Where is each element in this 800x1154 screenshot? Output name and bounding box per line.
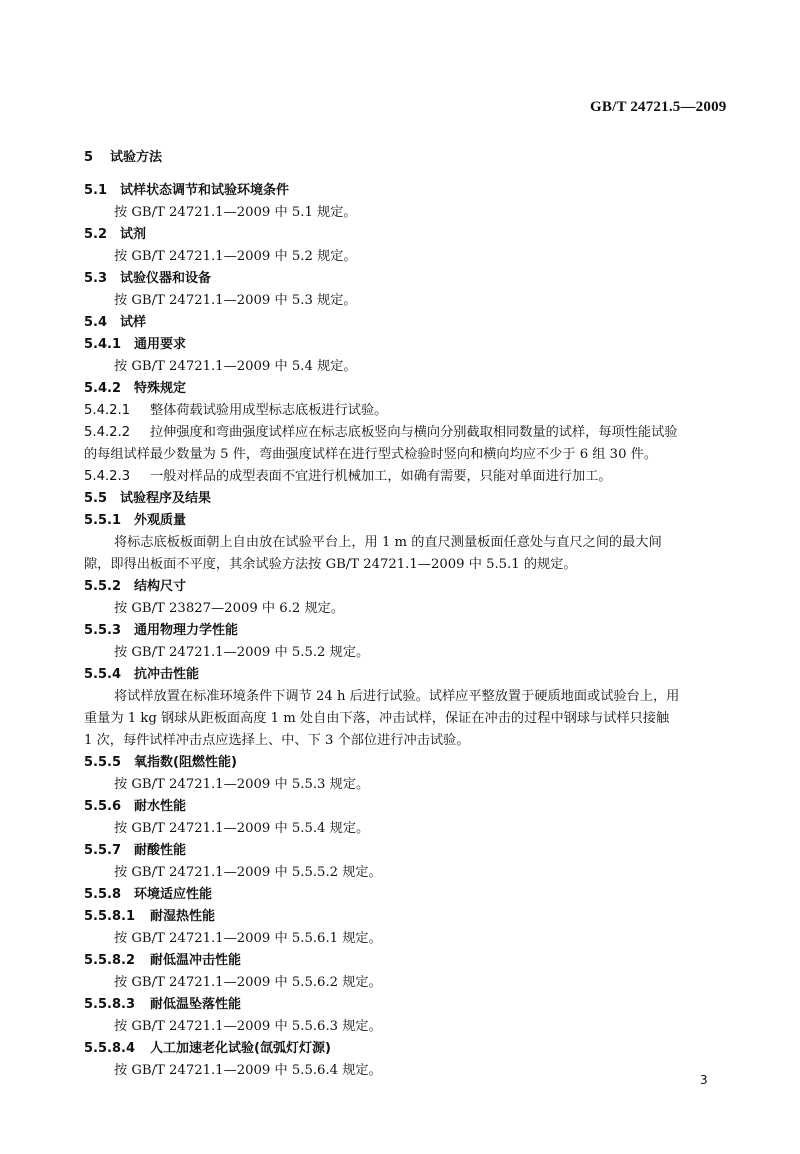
clause-number: 5.4 (84, 315, 108, 330)
clause-text: 一般对样品的成型表面不宜进行机械加工，如确有需要，只能对单面进行加工。 (150, 469, 612, 484)
clause-number: 5.4.2.1 (84, 403, 131, 418)
clause-title: 外观质量 (134, 513, 187, 528)
clause-title: 抗冲击性能 (134, 667, 200, 682)
clause-body: 将标志底板板面朝上自由放在试验平台上，用 1 m 的直尺测量板面任意处与直尺之间的最大间 (114, 535, 662, 550)
clause-number: 5.5.4 (84, 667, 122, 682)
clause-heading (84, 754, 237, 772)
clause-body: 按 GB/T 23827—2009 中 6.2 规定。 (114, 601, 345, 616)
clause-heading (84, 886, 212, 904)
clause-heading (84, 512, 186, 530)
section-number: 5 (84, 150, 94, 165)
clause-body: 按 GB/T 24721.1—2009 中 5.5.6.3 规定。 (114, 1019, 382, 1034)
clause-paragraph (84, 424, 678, 442)
clause-title: 耐水性能 (134, 799, 187, 814)
clause-title: 耐低温冲击性能 (150, 953, 242, 968)
clause-body-continuation: 1 次，每件试样冲击点应选择上、中、下 3 个部位进行冲击试验。 (84, 733, 470, 748)
clause-body-continuation: 重量为 1 kg 钢球从距板面高度 1 m 处自由下落，冲击试样，保证在冲击的过程中钢球与试样只接触 (84, 711, 670, 726)
clause-title: 试样状态调节和试验环境条件 (120, 183, 290, 198)
clause-number: 5.5.8.1 (84, 909, 135, 924)
clause-number: 5.1 (84, 183, 108, 198)
clause-number: 5.5.2 (84, 579, 122, 594)
clause-body: 按 GB/T 24721.1—2009 中 5.5.3 规定。 (114, 777, 370, 792)
clause-body: 按 GB/T 24721.1—2009 中 5.5.2 规定。 (114, 645, 370, 660)
clause-heading (84, 226, 146, 244)
clause-heading (84, 952, 241, 970)
clause-body-continuation: 隙，即得出板面不平度，其余试验方法按 GB/T 24721.1—2009 中 5.5.1 的规定。 (84, 557, 577, 572)
clause-body: 按 GB/T 24721.1—2009 中 5.1 规定。 (114, 205, 357, 220)
clause-number: 5.5.7 (84, 843, 122, 858)
clause-body: 按 GB/T 24721.1—2009 中 5.5.6.2 规定。 (114, 975, 382, 990)
clause-number: 5.4.2.2 (84, 425, 131, 440)
page-number: 3 (700, 1073, 708, 1087)
clause-title: 耐低温坠落性能 (150, 997, 242, 1012)
clause-title: 氧指数(阻燃性能) (134, 755, 237, 770)
clause-heading (84, 578, 186, 596)
clause-number: 5.4.2 (84, 381, 122, 396)
clause-title: 结构尺寸 (134, 579, 187, 594)
clause-title: 耐湿热性能 (150, 909, 216, 924)
clause-title: 试样 (120, 315, 147, 330)
clause-number: 5.5.5 (84, 755, 122, 770)
clause-heading (84, 908, 215, 926)
clause-number: 5.5.8.4 (84, 1041, 135, 1056)
clause-title: 环境适应性能 (134, 887, 213, 902)
clause-body: 按 GB/T 24721.1—2009 中 5.5.5.2 规定。 (114, 865, 382, 880)
clause-heading (84, 798, 186, 816)
clause-title: 特殊规定 (134, 381, 187, 396)
clause-number: 5.5 (84, 491, 108, 506)
clause-body: 按 GB/T 24721.1—2009 中 5.5.6.1 规定。 (114, 931, 382, 946)
clause-text: 拉伸强度和弯曲强度试样应在标志底板竖向与横向分别截取相同数量的试样，每项性能试验 (150, 425, 678, 440)
clause-paragraph (84, 402, 387, 420)
clause-number: 5.4.2.3 (84, 469, 131, 484)
clause-heading (84, 270, 211, 288)
clause-body: 按 GB/T 24721.1—2009 中 5.5.4 规定。 (114, 821, 370, 836)
clause-heading (84, 622, 238, 640)
clause-heading (84, 490, 211, 508)
clause-number: 5.5.1 (84, 513, 122, 528)
clause-number: 5.5.8.2 (84, 953, 135, 968)
clause-heading (84, 1040, 331, 1058)
clause-title: 试剂 (120, 227, 147, 242)
clause-title: 耐酸性能 (134, 843, 187, 858)
clause-number: 5.5.8.3 (84, 997, 135, 1012)
clause-heading (84, 336, 186, 354)
clause-text-continuation: 的每组试样最少数量为 5 件，弯曲强度试样在进行型式检验时竖向和横向均应不少于 6 组 30 件。 (84, 447, 658, 462)
clause-number: 5.2 (84, 227, 108, 242)
clause-heading (84, 182, 289, 200)
clause-title: 人工加速老化试验(氙弧灯灯源) (150, 1041, 331, 1056)
clause-body: 按 GB/T 24721.1—2009 中 5.3 规定。 (114, 293, 357, 308)
clause-number: 5.5.3 (84, 623, 122, 638)
document-code: GB/T 24721.5—2009 (590, 99, 727, 115)
clause-number: 5.5.8 (84, 887, 122, 902)
clause-text: 整体荷载试验用成型标志底板进行试验。 (150, 403, 388, 418)
clause-paragraph (84, 468, 612, 486)
clause-title: 试验程序及结果 (120, 491, 212, 506)
section-heading (84, 149, 162, 167)
clause-number: 5.3 (84, 271, 108, 286)
clause-heading (84, 842, 186, 860)
clause-body: 按 GB/T 24721.1—2009 中 5.4 规定。 (114, 359, 357, 374)
clause-title: 试验仪器和设备 (120, 271, 212, 286)
clause-heading (84, 666, 199, 684)
clause-title: 通用要求 (134, 337, 187, 352)
clause-title: 通用物理力学性能 (134, 623, 239, 638)
clause-number: 5.4.1 (84, 337, 122, 352)
section-title: 试验方法 (110, 150, 163, 165)
clause-body: 按 GB/T 24721.1—2009 中 5.2 规定。 (114, 249, 357, 264)
clause-body: 将试样放置在标准环境条件下调节 24 h 后进行试验。试样应平整放置于硬质地面或试验台上，用 (114, 689, 680, 704)
clause-heading (84, 380, 186, 398)
clause-heading (84, 996, 241, 1014)
clause-body: 按 GB/T 24721.1—2009 中 5.5.6.4 规定。 (114, 1063, 382, 1078)
clause-heading (84, 314, 146, 332)
clause-number: 5.5.6 (84, 799, 122, 814)
